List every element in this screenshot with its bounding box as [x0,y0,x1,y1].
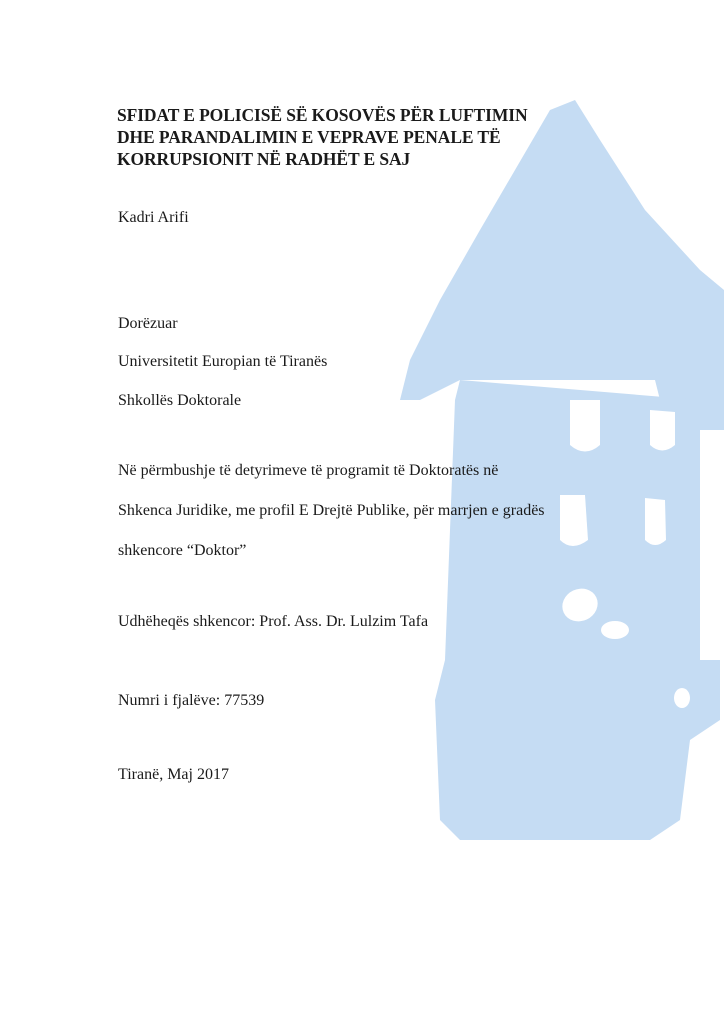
supervisor: Udhëheqës shkencor: Prof. Ass. Dr. Lulzim Tafa [118,613,429,630]
place-date: Tiranë, Maj 2017 [118,766,229,783]
thesis-title-line-1: SFIDAT E POLICISË SË KOSOVËS PËR LUFTIMIN [117,105,528,125]
thesis-title [117,104,617,170]
fulfillment-line-2: Shkenca Juridike, me profil E Drejtë Publike, për marrjen e gradës [118,502,545,519]
thesis-title-line-2: DHE PARANDALIMIN E VEPRAVE PENALE TË [117,127,501,147]
thesis-title-line-3: KORRUPSIONIT NË RADHËT E SAJ [117,149,411,169]
fulfillment-line-1: Në përmbushje të detyrimeve të programit të Doktoratës në [118,462,499,479]
fulfillment-line-3: shkencore “Doktor” [118,542,247,559]
author-name: Kadri Arifi [118,209,189,226]
submitted-label: Dorëzuar [118,315,178,332]
school-name: Shkollës Doktorale [118,392,242,409]
university-name: Universitetit Europian të Tiranës [118,353,328,370]
word-count: Numri i fjalëve: 77539 [118,692,265,709]
